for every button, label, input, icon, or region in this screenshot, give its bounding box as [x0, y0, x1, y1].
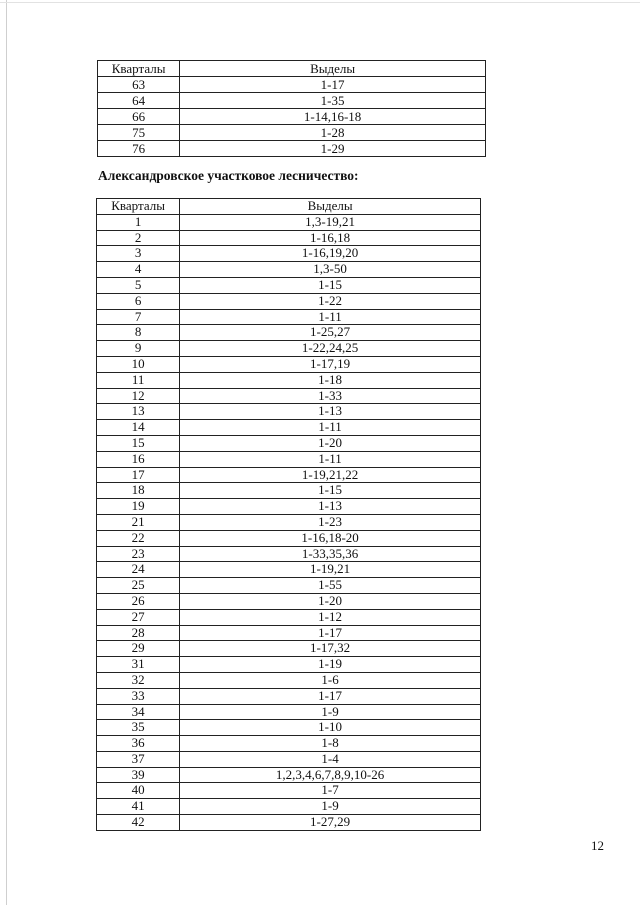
table-row: [98, 125, 486, 141]
cell-vydely: 1-23: [180, 514, 481, 530]
page-edge: [0, 2, 640, 3]
cell-vydely: 1-17: [180, 77, 486, 93]
table-header-row: [97, 199, 481, 215]
table-row: [97, 625, 481, 641]
cell-vydely: 1-11: [180, 420, 481, 436]
cell-vydely: 1-11: [180, 309, 481, 325]
cell-kvartal: 1: [97, 214, 180, 230]
cell-kvartal: 33: [97, 688, 180, 704]
table-header-row: [98, 61, 486, 77]
table-row: [97, 736, 481, 752]
table-row: [97, 672, 481, 688]
table-row: [97, 277, 481, 293]
cell-vydely: 1-17,19: [180, 356, 481, 372]
table-row: [97, 578, 481, 594]
cell-kvartal: 3: [97, 246, 180, 262]
table-row: [97, 767, 481, 783]
cell-kvartal: 12: [97, 388, 180, 404]
cell-vydely: 1-13: [180, 404, 481, 420]
cell-kvartal: 7: [97, 309, 180, 325]
cell-vydely: 1-19,21: [180, 562, 481, 578]
cell-kvartal: 15: [97, 435, 180, 451]
cell-vydely: 1-16,18: [180, 230, 481, 246]
cell-vydely: 1-12: [180, 609, 481, 625]
cell-kvartal: 4: [97, 262, 180, 278]
cell-vydely: 1-20: [180, 435, 481, 451]
cell-kvartal: 31: [97, 657, 180, 673]
table-row: [97, 435, 481, 451]
column-header-vydely: Выделы: [180, 199, 481, 215]
cell-vydely: 1,2,3,4,6,7,8,9,10-26: [180, 767, 481, 783]
table-row: [97, 815, 481, 831]
cell-kvartal: 37: [97, 751, 180, 767]
cell-vydely: 1-17: [180, 688, 481, 704]
cell-kvartal: 42: [97, 815, 180, 831]
table-row: [97, 751, 481, 767]
cell-kvartal: 11: [97, 372, 180, 388]
cell-kvartal: 14: [97, 420, 180, 436]
cell-kvartal: 18: [97, 483, 180, 499]
table-row: [97, 562, 481, 578]
cell-vydely: 1,3-19,21: [180, 214, 481, 230]
cell-vydely: 1-7: [180, 783, 481, 799]
cell-kvartal: 5: [97, 277, 180, 293]
cell-vydely: 1-13: [180, 499, 481, 515]
cell-kvartal: 76: [98, 141, 180, 157]
table-row: [97, 609, 481, 625]
cell-kvartal: 34: [97, 704, 180, 720]
cell-kvartal: 29: [97, 641, 180, 657]
cell-vydely: 1-28: [180, 125, 486, 141]
main-table: [96, 198, 481, 831]
cell-kvartal: 36: [97, 736, 180, 752]
cell-vydely: 1-9: [180, 799, 481, 815]
cell-kvartal: 8: [97, 325, 180, 341]
page-edge: [6, 0, 7, 905]
column-header-kvartaly: Кварталы: [98, 61, 180, 77]
cell-kvartal: 27: [97, 609, 180, 625]
main-table-body: [97, 214, 481, 830]
table-row: [97, 420, 481, 436]
cell-vydely: 1-9: [180, 704, 481, 720]
cell-kvartal: 41: [97, 799, 180, 815]
table-row: [97, 783, 481, 799]
cell-vydely: 1-15: [180, 483, 481, 499]
cell-vydely: 1-22: [180, 293, 481, 309]
cell-vydely: 1-10: [180, 720, 481, 736]
cell-kvartal: 64: [98, 93, 180, 109]
table-row: [97, 641, 481, 657]
cell-vydely: 1-17: [180, 625, 481, 641]
cell-kvartal: 16: [97, 451, 180, 467]
table-row: [98, 77, 486, 93]
cell-vydely: 1-14,16-18: [180, 109, 486, 125]
table-row: [97, 325, 481, 341]
table-row: [97, 499, 481, 515]
cell-kvartal: 63: [98, 77, 180, 93]
cell-vydely: 1-11: [180, 451, 481, 467]
table-row: [98, 93, 486, 109]
table-row: [97, 309, 481, 325]
cell-vydely: 1-4: [180, 751, 481, 767]
cell-vydely: 1-55: [180, 578, 481, 594]
cell-kvartal: 24: [97, 562, 180, 578]
cell-vydely: 1-17,32: [180, 641, 481, 657]
top-table: [97, 60, 486, 157]
cell-vydely: 1-8: [180, 736, 481, 752]
cell-kvartal: 19: [97, 499, 180, 515]
cell-vydely: 1,3-50: [180, 262, 481, 278]
cell-kvartal: 25: [97, 578, 180, 594]
cell-vydely: 1-6: [180, 672, 481, 688]
cell-kvartal: 35: [97, 720, 180, 736]
table-row: [97, 467, 481, 483]
table-row: [98, 109, 486, 125]
cell-kvartal: 26: [97, 593, 180, 609]
table-row: [97, 451, 481, 467]
cell-kvartal: 39: [97, 767, 180, 783]
table-row: [97, 293, 481, 309]
cell-kvartal: 2: [97, 230, 180, 246]
table-row: [97, 483, 481, 499]
table-row: [97, 688, 481, 704]
page-number: 12: [591, 838, 604, 853]
table-row: [97, 657, 481, 673]
cell-kvartal: 10: [97, 356, 180, 372]
cell-kvartal: 23: [97, 546, 180, 562]
cell-vydely: 1-15: [180, 277, 481, 293]
cell-vydely: 1-33,35,36: [180, 546, 481, 562]
cell-vydely: 1-16,18-20: [180, 530, 481, 546]
cell-kvartal: 17: [97, 467, 180, 483]
cell-vydely: 1-19: [180, 657, 481, 673]
cell-vydely: 1-22,24,25: [180, 341, 481, 357]
table-row: [97, 799, 481, 815]
table-row: [97, 341, 481, 357]
cell-kvartal: 40: [97, 783, 180, 799]
table-row: [97, 230, 481, 246]
cell-vydely: 1-27,29: [180, 815, 481, 831]
top-table-body: [98, 77, 486, 157]
table-row: [97, 704, 481, 720]
cell-vydely: 1-16,19,20: [180, 246, 481, 262]
table-row: [98, 141, 486, 157]
table-row: [97, 546, 481, 562]
table-row: [97, 262, 481, 278]
table-row: [97, 720, 481, 736]
table-row: [97, 214, 481, 230]
cell-kvartal: 22: [97, 530, 180, 546]
table-row: [97, 404, 481, 420]
cell-vydely: 1-29: [180, 141, 486, 157]
cell-vydely: 1-35: [180, 93, 486, 109]
column-header-kvartaly: Кварталы: [97, 199, 180, 215]
table-row: [97, 514, 481, 530]
cell-vydely: 1-18: [180, 372, 481, 388]
table-row: [97, 388, 481, 404]
cell-kvartal: 13: [97, 404, 180, 420]
cell-kvartal: 75: [98, 125, 180, 141]
cell-vydely: 1-33: [180, 388, 481, 404]
table-row: [97, 372, 481, 388]
cell-kvartal: 21: [97, 514, 180, 530]
table-row: [97, 356, 481, 372]
column-header-vydely: Выделы: [180, 61, 486, 77]
cell-kvartal: 6: [97, 293, 180, 309]
table-row: [97, 246, 481, 262]
table-row: [97, 593, 481, 609]
cell-kvartal: 9: [97, 341, 180, 357]
cell-vydely: 1-25,27: [180, 325, 481, 341]
cell-kvartal: 66: [98, 109, 180, 125]
cell-kvartal: 32: [97, 672, 180, 688]
section-heading: Александровское участковое лесничество:: [98, 168, 359, 183]
table-row: [97, 530, 481, 546]
cell-vydely: 1-20: [180, 593, 481, 609]
cell-kvartal: 28: [97, 625, 180, 641]
cell-vydely: 1-19,21,22: [180, 467, 481, 483]
